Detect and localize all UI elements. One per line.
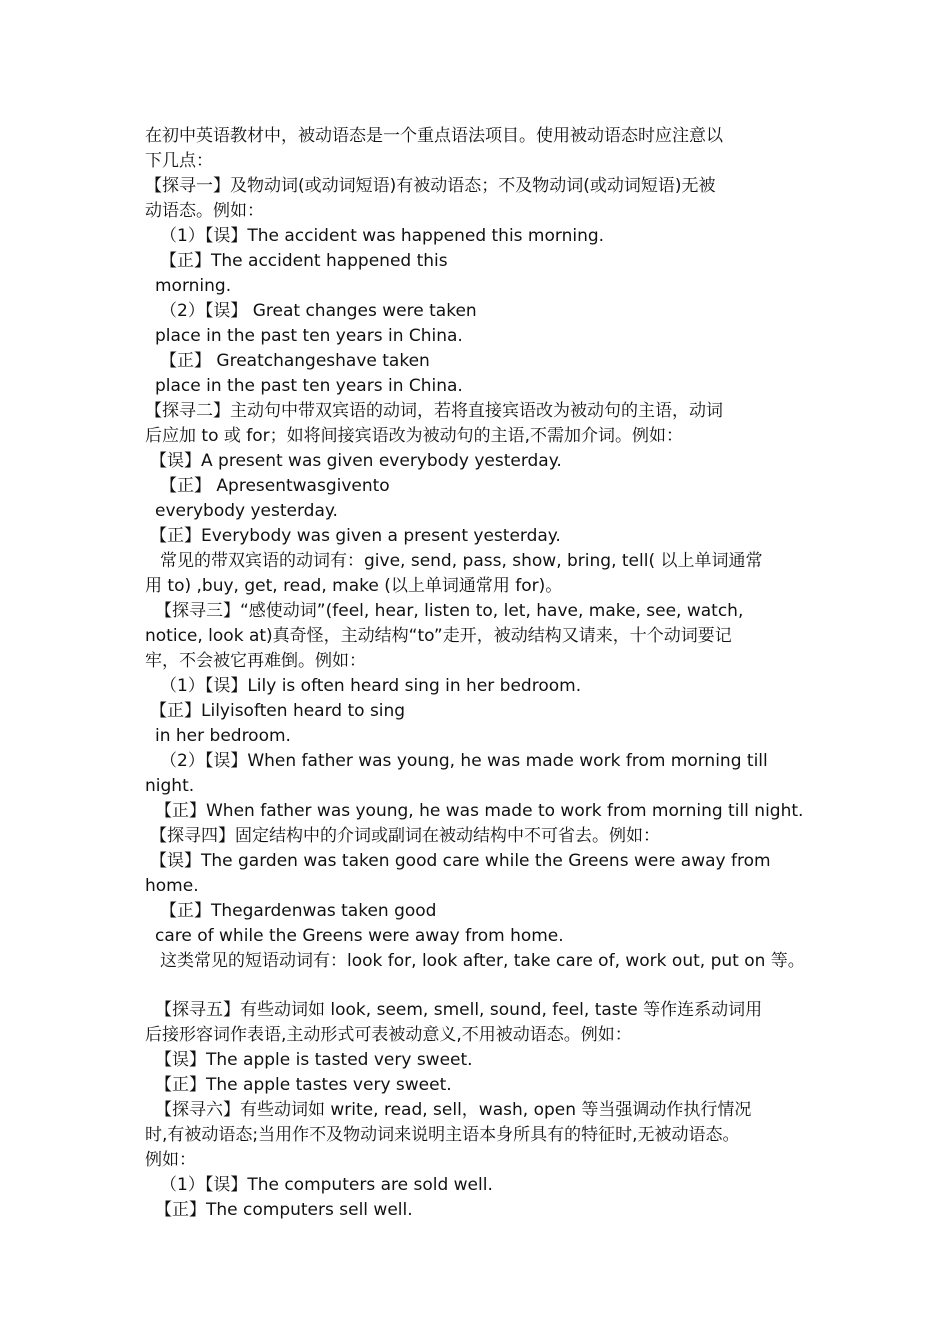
example-line: morning. [155,276,232,296]
example-line: place in the past ten years in China. [155,326,463,346]
example-line: 【正】The computers sell well. [155,1200,413,1220]
heading-line: 【探寻四】固定结构中的介词或副词在被动结构中不可省去。例如： [150,826,660,846]
heading-line: 【探寻二】主动句中带双宾语的动词，若将直接宾语改为被动句的主语，动词 [145,401,723,421]
text-line: 后接形容词作表语,主动形式可表被动意义,不用被动语态。例如： [145,1025,632,1045]
example-line: （2）【误】When father was young, he was made work from morning till [160,751,768,771]
example-line: 【误】The garden was taken good care while the Greens were away from [150,851,771,871]
example-line: 【误】The apple is tasted very sweet. [155,1050,473,1070]
example-line: 【正】The accident happened this [160,251,448,271]
example-line: （1）【误】The computers are sold well. [160,1175,493,1195]
heading-line: 【探寻一】及物动词(或动词短语)有被动语态；不及物动词(或动词短语)无被 [145,176,716,196]
example-line: everybody yesterday. [155,501,338,521]
example-line: 【正】When father was young, he was made to work from morning till night. [155,801,804,821]
example-line: （1）【误】Lily is often heard sing in her bedroom. [160,676,582,696]
example-line: （2）【误】 Great changes were taken [160,301,477,321]
example-line: in her bedroom. [155,726,291,746]
text-line: 时,有被动语态;当用作不及物动词来说明主语本身所具有的特征时,无被动语态。 [145,1125,740,1145]
text-line: 后应加 to 或 for；如将间接宾语改为被动句的主语,不需加介词。例如： [145,426,684,446]
example-line: （1）【误】The accident was happened this morning. [160,226,605,246]
text-line: 常见的带双宾语的动词有：give, send, pass, show, bring, tell( 以上单词通常 [160,551,763,571]
heading-line: 【探寻六】有些动词如 write, read, sell，wash, open 等当强调动作执行情况 [155,1100,752,1120]
example-line: care of while the Greens were away from home. [155,926,564,946]
example-line: 【正】Lilyisoften heard to sing [150,701,406,721]
heading-line: 【探寻五】有些动词如 look, seem, smell, sound, feel, taste 等作连系动词用 [155,1000,763,1020]
example-line: home. [145,876,199,896]
text-line: 下几点： [145,151,213,171]
example-line: 【正】 Apresentwasgivento [160,476,390,496]
example-line: 【正】Everybody was given a present yesterday. [150,526,561,546]
text-line: 用 to) ,buy, get, read, make (以上单词通常用 for)。 [145,576,563,596]
text-line: 在初中英语教材中，被动语态是一个重点语法项目。使用被动语态时应注意以 [145,126,723,146]
example-line: place in the past ten years in China. [155,376,463,396]
example-line: 【正】Thegardenwas taken good [160,901,437,921]
example-line: 【误】A present was given everybody yesterday. [150,451,562,471]
example-line: night. [145,776,195,796]
example-line: 【正】The apple tastes very sweet. [155,1075,452,1095]
example-line: 【正】 Greatchangeshave taken [160,351,430,371]
text-line: 牢，不会被它再难倒。例如： [145,651,366,671]
text-line: 这类常见的短语动词有：look for, look after, take care of, work out, put on 等。 [160,951,805,971]
heading-line: 【探寻三】“感使动词”(feel, hear, listen to, let, have, make, see, watch, [155,601,744,621]
text-line: notice, look at)真奇怪，主动结构“to”走开，被动结构又请来，十个动词要记 [145,626,732,646]
text-line: 动语态。例如： [145,201,264,221]
text-line: 例如： [145,1150,196,1170]
